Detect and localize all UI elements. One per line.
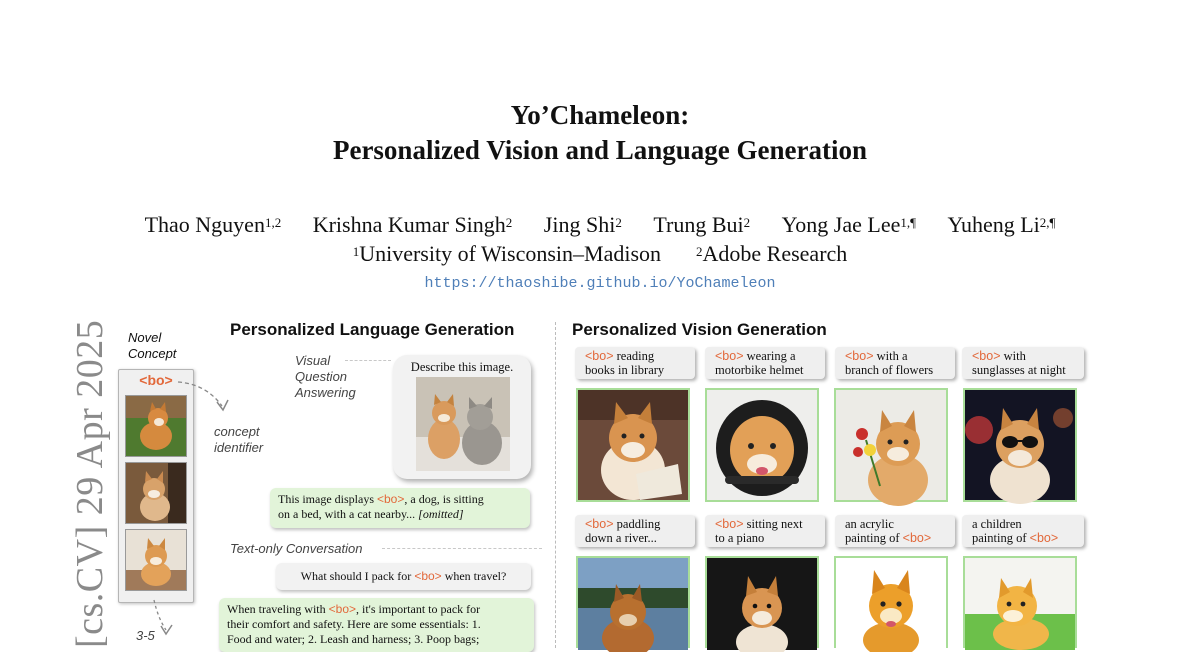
vqa-answer-bubble: This image displays <bo>, a dog, is sitting on a bed, with a cat nearby... [omitted] [270,488,530,528]
vision-caption: <bo> with a branch of flowers [835,347,955,379]
text-question-bubble: What should I pack for <bo> when travel? [276,563,531,590]
vision-caption: a children painting of <bo> [962,515,1084,547]
author: Jing Shi$^2$ [543,212,622,237]
vision-caption: <bo> with sunglasses at night [962,347,1084,379]
vqa-label: Visual Question Answering [295,353,356,400]
affiliation: $^2$Adobe Research [696,241,848,266]
affiliation: $^1$University of Wisconsin–Madison [352,241,662,266]
arxiv-stamp-text: [cs.CV] 29 Apr 2025 [69,319,111,648]
vision-caption: an acrylic painting of <bo> [835,515,955,547]
concept-photo [125,529,187,591]
concept-photo [125,462,187,524]
generated-image-piano [705,556,819,648]
paper-title-line1: Yo’Chameleon: [510,100,690,130]
vision-caption: <bo> reading books in library [575,347,695,379]
vqa-photo [416,377,510,471]
generated-image-sunglasses [963,388,1077,502]
vqa-dash-line [345,360,391,361]
vision-caption: <bo> wearing a motorbike helmet [705,347,825,379]
images-count-label: 3-5 [136,628,155,643]
project-url[interactable]: https://thaoshibe.github.io/YoChameleon [424,275,776,292]
vision-caption: <bo> paddling down a river... [575,515,695,547]
section-divider [555,322,556,648]
concept-tag: <bo> [139,372,173,388]
vqa-query-bubble [393,355,531,479]
author: Thao Nguyen$^{1,2}$ [144,212,282,237]
author: Yuheng $Li^{2,\P}$ [947,212,1056,237]
generated-image-reading [576,388,690,502]
affiliation-list [0,240,1200,268]
vision-caption: <bo> sitting next to a piano [705,515,825,547]
generated-image-river [576,556,690,648]
author: Trung Bui$^2$ [653,212,751,237]
text-answer-bubble: When traveling with <bo>, it's important to pack for their comfort and safety. Here are some essentials: 1. Food and water; 2. Leash and harness; 3. Poop bags; [219,598,534,652]
generated-image-helmet [705,388,819,502]
generated-image-acrylic [834,556,948,648]
paper-title-line2: Personalized Vision and Language Generation [332,135,868,165]
author: Yong Jae Lee$^{1,\P}$ [781,212,916,237]
author: Krishna Kumar Singh$^2$ [312,212,513,237]
text-only-dash-line [382,548,542,549]
language-heading: Personalized Language Generation [230,320,515,339]
generated-image-flowers [834,388,948,502]
arxiv-stamp [22,300,111,648]
concept-identifier-label: concept identifier [214,424,264,455]
concept-arrow [176,378,236,418]
text-only-label: Text-only Conversation [230,541,363,556]
author-list [0,211,1200,239]
novel-concept-label: Novel Concept [128,330,177,361]
generated-image-children-painting [963,556,1077,648]
vqa-prompt: Describe this image. [410,360,514,374]
vision-heading: Personalized Vision Generation [572,320,827,339]
